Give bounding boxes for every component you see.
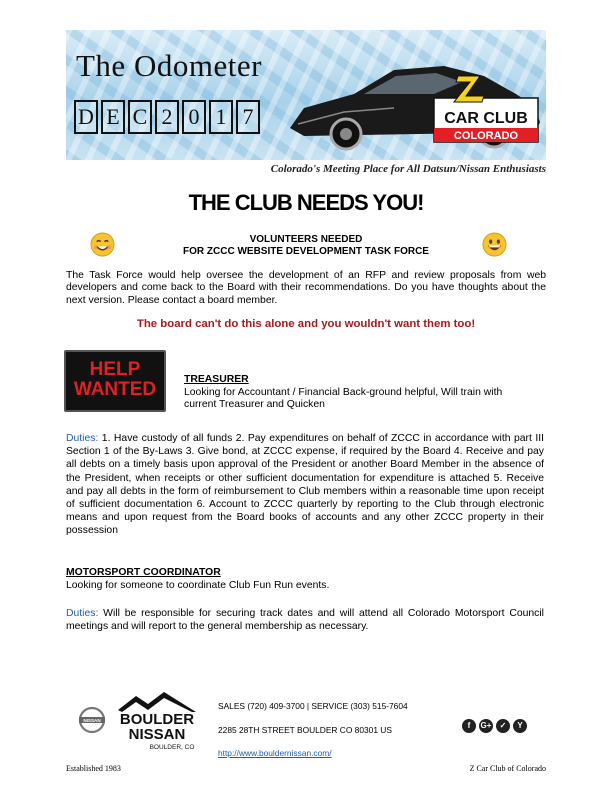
dealer-phone-numbers: SALES (720) 409-3700 | SERVICE (303) 515-7604 <box>218 701 408 711</box>
logo-nissan-word: NISSAN <box>128 726 186 743</box>
nissan-badge-text: NISSAN <box>83 718 101 723</box>
newsletter-title: The Odometer <box>76 48 262 83</box>
logo-car-club-text: CAR CLUB <box>444 110 528 127</box>
duties-text: Will be responsible for securing track dates and will attend all Colorado Motorsport Council meetings and will report to the general membership as necessary. <box>66 608 544 633</box>
page-headline: THE CLUB NEEDS YOU! <box>188 190 424 215</box>
date-char: 1 <box>209 100 233 134</box>
volunteers-heading: VOLUNTEERS NEEDED <box>249 234 363 245</box>
dealer-website-link[interactable]: http://www.bouldernissan.com/ <box>218 748 332 758</box>
nissan-badge-icon <box>78 706 106 734</box>
help-wanted-sign <box>64 350 166 412</box>
treasurer-duties <box>66 432 544 538</box>
smiley-grin-icon <box>482 232 507 257</box>
date-char: E <box>101 100 125 134</box>
task-force-heading: FOR ZCCC WEBSITE DEVELOPMENT TASK FORCE <box>183 246 429 257</box>
google-plus-icon[interactable]: G+ <box>479 719 493 733</box>
sign-help-text: HELP <box>89 359 141 380</box>
boulder-nissan-logo <box>114 690 200 752</box>
logo-city: BOULDER, CO <box>149 744 195 751</box>
logo-colorado-text: COLORADO <box>453 130 519 142</box>
task-force-description: The Task Force would help oversee the development of an RFP and review proposals from web developers and come back to the Board with their recommendations. Do you have thoughts about the next version. Please contact a board member. <box>66 270 546 306</box>
facebook-icon[interactable]: f <box>462 719 476 733</box>
yelp-icon[interactable]: Y <box>513 719 527 733</box>
masthead-banner <box>66 30 546 160</box>
board-appeal: The board can't do this alone and you wouldn't want them too! <box>136 318 476 330</box>
social-icons <box>462 719 527 733</box>
club-name-footer: Z Car Club of Colorado <box>469 764 546 773</box>
treasurer-description: Looking for Accountant / Financial Back-ground helpful, Will train with current Treasurer and Quicken <box>184 387 503 411</box>
sign-wanted-text: WANTED <box>73 379 157 400</box>
tagline: Colorado's Meeting Place for All Datsun/Nissan Enthusiasts <box>270 163 546 175</box>
duties-label: Duties: <box>66 608 99 619</box>
motorsport-heading: MOTORSPORT COORDINATOR <box>66 567 221 578</box>
established-note: Established 1983 <box>66 764 121 773</box>
issue-date <box>74 100 263 134</box>
duties-text: 1. Have custody of all funds 2. Pay expenditures on behalf of ZCCC in accordance with part III Section 1 of the By-Laws 3. Give bond, at ZCCC expense, if required by the Board 4. Receive and pay all debts on a timely basis upon approval of the President or another Board Member in the absence of the President, when receipts or other sufficient documentation for expenditure is attached 5. Receive and pay all debts in the form of reimbursement to Club members within a reasonable time upon receipt of sufficient documentation 6. Account to ZCCC quarterly by reporting to the Club through electronic means and upon request from the Board books of accounts and any other ZCCC property in their possession <box>66 433 544 537</box>
logo-boulder-word: BOULDER <box>119 711 195 728</box>
date-char: 7 <box>236 100 260 134</box>
dealer-address: 2285 28TH STREET BOULDER CO 80301 US <box>218 725 392 735</box>
date-char: C <box>128 100 152 134</box>
date-char: 2 <box>155 100 179 134</box>
date-char: 0 <box>182 100 206 134</box>
date-char: D <box>74 100 98 134</box>
treasurer-heading: TREASURER <box>184 374 249 385</box>
check-icon[interactable]: ✓ <box>496 719 510 733</box>
duties-label: Duties: <box>66 433 99 444</box>
motorsport-description: Looking for someone to coordinate Club Fun Run events. <box>66 580 330 591</box>
motorsport-duties <box>66 607 544 633</box>
z-car-club-logo <box>284 36 546 158</box>
